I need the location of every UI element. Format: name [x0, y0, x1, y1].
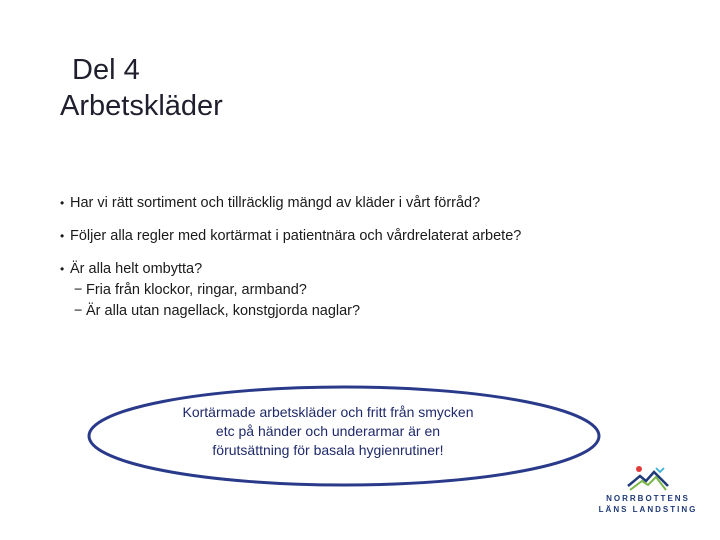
bullet-list: [60, 193, 660, 322]
callout-text: [150, 403, 506, 460]
callout-line: Kortärmade arbetskläder och fritt från smycken: [182, 404, 474, 420]
logo-text-line2: LÄNS LANDSTING: [598, 505, 698, 514]
logo-text-line1: NORRBOTTENS: [606, 494, 690, 503]
callout-line: förutsättning för basala hygienrutiner!: [212, 442, 444, 458]
sub-item-smycken: − Fria från klockor, ringar, armband?: [60, 280, 660, 301]
bullet-item-sortiment: • Har vi rätt sortiment och tillräcklig mängd av kläder i vårt förråd?: [60, 193, 660, 214]
title-part: Del 4: [72, 54, 140, 86]
norrbotten-landsting-logo-icon: [626, 464, 670, 492]
title-heading: Arbetskläder: [60, 90, 223, 122]
bullet-item-ombytta: • Är alla helt ombytta?: [60, 259, 660, 280]
landsting-logo: [598, 464, 698, 526]
slide-title: [60, 52, 460, 124]
bullet-item-kortarmat: • Följer alla regler med kortärmat i patientnära och vårdrelaterat arbete?: [60, 226, 660, 247]
callout-line: etc på händer och underarmar är en: [215, 423, 441, 439]
sub-item-nagellack: − Är alla utan nagellack, konstgjorda naglar?: [60, 301, 660, 322]
